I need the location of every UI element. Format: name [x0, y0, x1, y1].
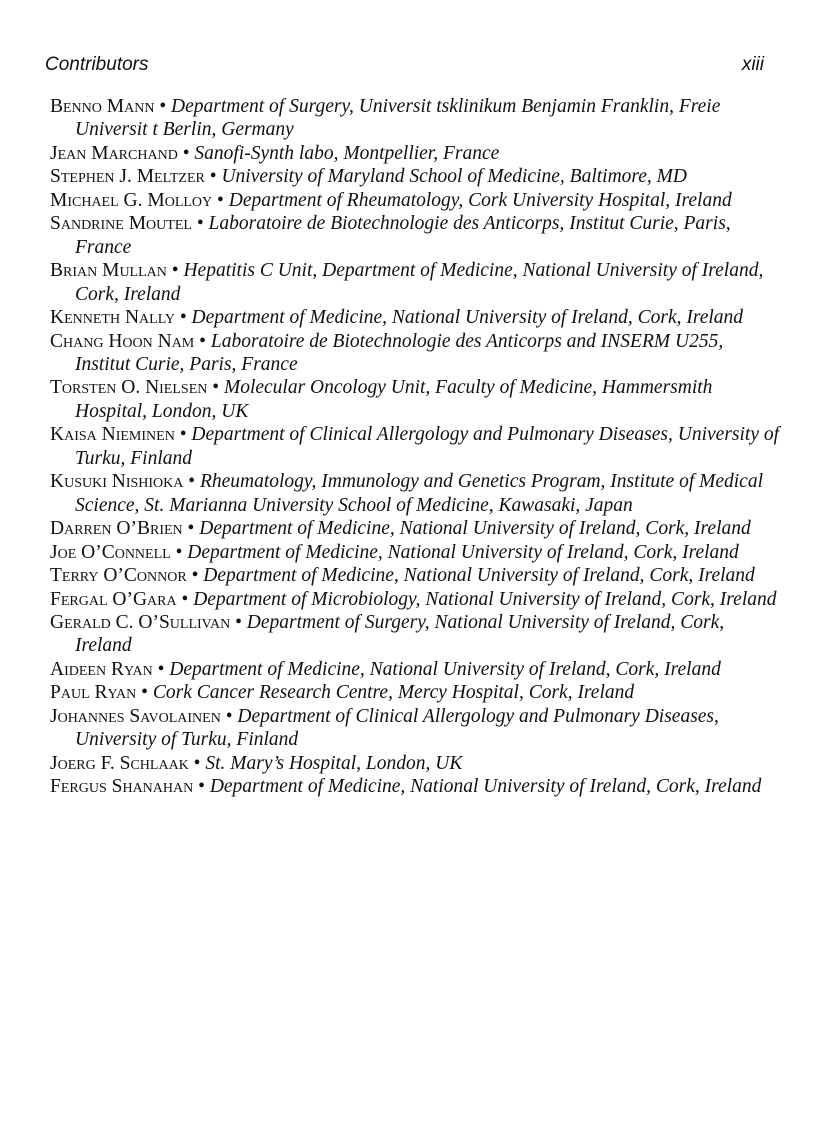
contributor-entry	[50, 142, 780, 165]
contributor-entry	[50, 165, 780, 188]
contributor-affiliation: Department of Medicine, National University of Ireland, Cork, Ireland	[187, 541, 739, 563]
contributor-affiliation: Department of Medicine, National University of Ireland, Cork, Ireland	[191, 307, 744, 329]
contributor-name: Jean Marchand	[50, 142, 178, 164]
contributor-name: Fergus Shanahan	[50, 776, 194, 798]
contributor-affiliation: Department of Medicine, National University of Ireland, Cork, Ireland	[209, 776, 762, 798]
bullet-separator: •	[170, 541, 188, 563]
contributor-affiliation: Rheumatology, Immunology and Genetics Program, Institute of Medical Science, St. Marianna University School of Medicine, Kawasaki, Japan	[75, 471, 764, 516]
contributor-entry	[50, 752, 780, 775]
contributor-entry	[50, 705, 780, 752]
contributor-affiliation: Laboratoire de Biotechnologie des Anticorps and INSERM U255, Institut Curie, Paris, France	[75, 330, 724, 375]
contributor-entry	[50, 259, 780, 306]
section-title: Contributors	[45, 54, 149, 75]
contributor-entry	[50, 588, 780, 611]
bullet-separator: •	[207, 377, 224, 399]
contributor-affiliation: University of Maryland School of Medicine, Baltimore, MD	[221, 166, 688, 188]
contributor-name: Stephen J. Meltzer	[50, 166, 205, 188]
contributor-entry	[50, 189, 780, 212]
contributor-affiliation: Department of Surgery, Universit tsklinikum Benjamin Franklin, Freie Universit t Berlin, Germany	[75, 96, 721, 141]
contributor-entry	[50, 330, 780, 377]
contributor-affiliation: Department of Surgery, National University of Ireland, Cork, Ireland	[75, 611, 725, 657]
bullet-separator: •	[186, 565, 204, 587]
bullet-separator: •	[204, 166, 222, 188]
contributor-name: Torsten O. Nielsen	[50, 377, 208, 399]
contributor-name: Aideen Ryan	[50, 658, 153, 680]
contributor-affiliation: Department of Medicine, National University of Ireland, Cork, Ireland	[169, 658, 721, 680]
contributor-name: Terry O’Connor	[50, 565, 187, 587]
contributor-entry	[50, 517, 780, 540]
bullet-separator: •	[230, 611, 247, 633]
bullet-separator: •	[188, 752, 206, 774]
contributor-name: Joerg F. Schlaak	[50, 752, 189, 774]
contributor-entry	[50, 658, 780, 681]
contributor-name: Gerald C. O’Sullivan	[50, 611, 231, 633]
contributor-name: Kenneth Nally	[50, 307, 175, 329]
running-header	[45, 52, 764, 78]
contributor-affiliation: Department of Medicine, National University of Ireland, Cork, Ireland	[203, 565, 755, 587]
bullet-separator: •	[154, 96, 172, 117]
contributor-name: Kaisa Nieminen	[50, 424, 175, 446]
contributor-entry	[50, 423, 780, 470]
bullet-separator: •	[177, 142, 195, 164]
contributor-affiliation: Sanofi-Synth labo, Montpellier, France	[194, 142, 500, 164]
contributor-affiliation: Laboratoire de Biotechnologie des Anticorps, Institut Curie, Paris, France	[75, 213, 731, 258]
contributor-affiliation: Department of Rheumatology, Cork University Hospital, Ireland	[228, 189, 732, 211]
contributor-affiliation: Molecular Oncology Unit, Faculty of Medicine, Hammersmith Hospital, London, UK	[75, 377, 713, 422]
bullet-separator: •	[136, 682, 153, 704]
contributor-affiliation: Hepatitis C Unit, Department of Medicine, National University of Ireland, Cork, Ireland	[75, 260, 764, 305]
contributor-name: Johannes Savolainen	[50, 705, 221, 727]
bullet-separator: •	[194, 330, 211, 352]
contributor-entry	[50, 611, 780, 658]
contributor-name: Chang Hoon Nam	[50, 330, 195, 352]
contributor-name: Michael G. Molloy	[50, 189, 213, 211]
contributor-name: Paul Ryan	[50, 682, 137, 704]
contributor-name: Kusuki Nishioka	[50, 471, 184, 493]
contributor-entry	[50, 470, 780, 517]
bullet-separator: •	[152, 658, 170, 680]
contributor-name: Benno Mann	[50, 96, 155, 117]
contributor-name: Brian Mullan	[50, 260, 167, 282]
contributor-name: Fergal O’Gara	[50, 588, 177, 610]
contributor-affiliation: Cork Cancer Research Centre, Mercy Hospital, Cork, Ireland	[152, 682, 635, 704]
contributor-entry	[50, 212, 780, 259]
bullet-separator: •	[193, 776, 210, 798]
contributor-name: Joe O’Connell	[50, 541, 171, 563]
page-number: xiii	[741, 54, 764, 75]
contributor-name: Sandrine Moutel	[50, 213, 192, 235]
contributor-list	[50, 95, 780, 799]
contributor-name: Darren O’Brien	[50, 518, 183, 540]
bullet-separator: •	[166, 260, 184, 282]
bullet-separator: •	[212, 189, 229, 211]
contributor-affiliation: Department of Microbiology, National University of Ireland, Cork, Ireland	[193, 588, 777, 610]
contributor-affiliation: Department of Medicine, National University of Ireland, Cork, Ireland	[199, 518, 751, 540]
bullet-separator: •	[174, 307, 192, 329]
contributor-affiliation: Department of Clinical Allergology and Pulmonary Diseases, University of Turku, Finland	[75, 424, 780, 469]
bullet-separator: •	[183, 471, 200, 493]
contributor-entry	[50, 306, 780, 329]
bullet-separator: •	[176, 588, 194, 610]
bullet-separator: •	[174, 424, 192, 446]
contributor-entry	[50, 376, 780, 423]
contributor-entry	[50, 541, 780, 564]
contributor-entry	[50, 564, 780, 587]
bullet-separator: •	[191, 213, 209, 235]
bullet-separator: •	[182, 518, 200, 540]
contributor-entry	[50, 95, 780, 142]
bullet-separator: •	[220, 705, 238, 727]
contributor-affiliation: St. Mary’s Hospital, London, UK	[205, 752, 463, 774]
contributor-affiliation: Department of Clinical Allergology and Pulmonary Diseases, University of Turku, Finland	[75, 705, 719, 751]
contributor-entry	[50, 775, 780, 798]
contributor-entry	[50, 681, 780, 704]
